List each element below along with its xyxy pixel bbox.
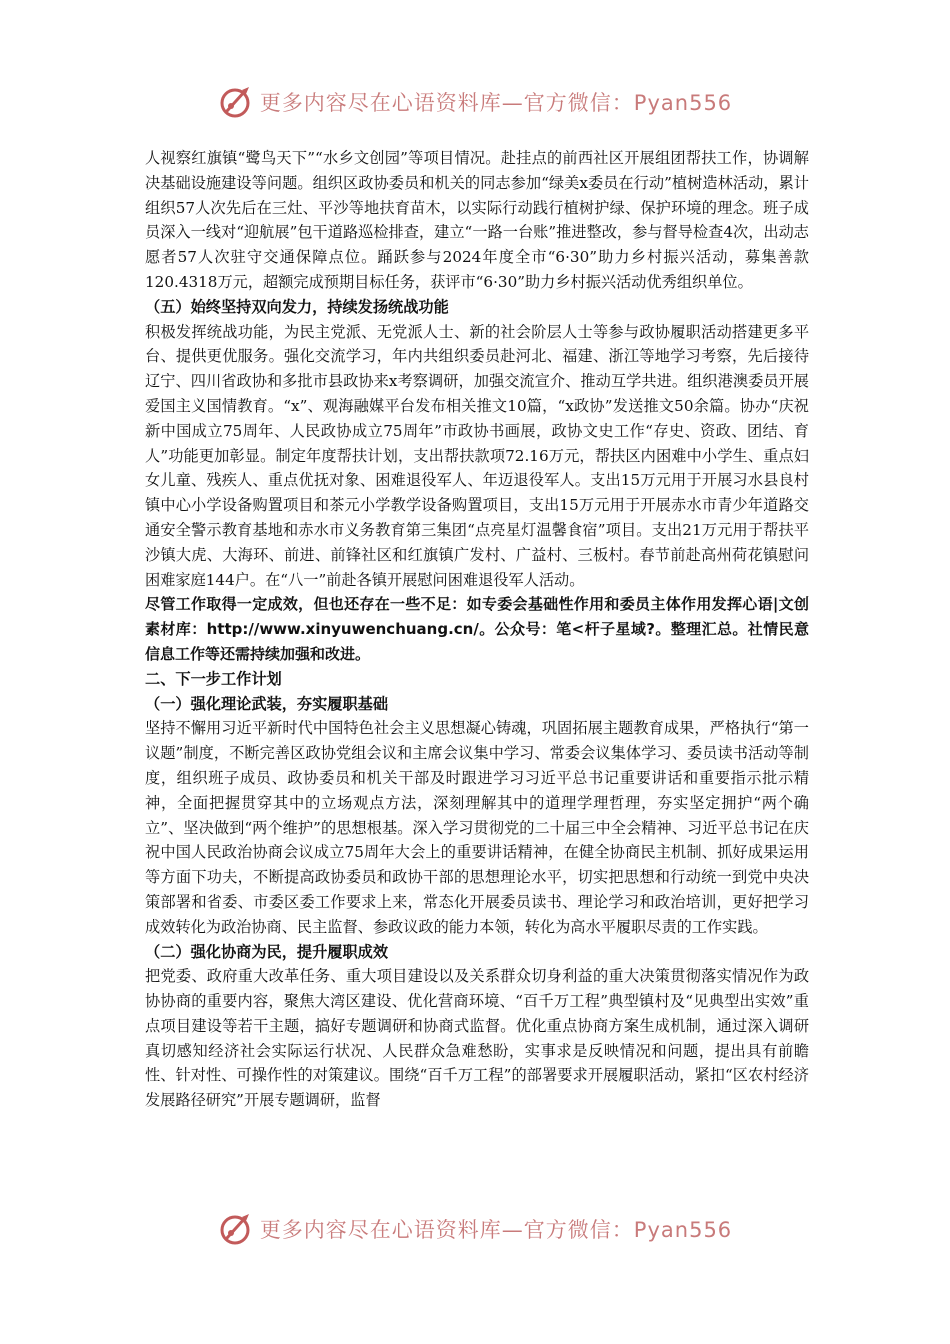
paragraph-consultation: 把党委、政府重大改革任务、重大项目建设以及关系群众切身利益的重大决策贯彻落实情况作为政协协商的重要内容，聚焦大湾区建设、优化营商环境、“百千万工程”典型镇村及“见典型出实效”重点项目建设等若干主题，搞好专题调研和协商式监督。优化重点协商方案生成机制，通过深入调研真切感知经济社会实际运行状况、人民群众急难愁盼，实事求是反映情况和问题，提出具有前瞻性、针对性、可操作性的对策建议。围绕“百千万工程”的部署要求开展履职活动，紧扣“区农村经济发展路径研究”开展专题调研，监督: [145, 967, 809, 1110]
subsection-heading-theory: （一）强化理论武装，夯实履职基础: [145, 694, 388, 713]
paragraph-theory: 坚持不懈用习近平新时代中国特色社会主义思想凝心铸魂，巩固拓展主题教育成果，严格执行“第一议题”制度，不断完善区政协党组会议和主席会议集中学习、常委会议集体学习、委员读书活动等制度，组织班子成员、政协委员和机关干部及时跟进学习习近平总书记重要讲话和重要指示批示精神，全面把握贯穿其中的立场观点方法，深刻理解其中的道理学理哲理，夯实坚定拥护“两个确立”、坚决做到“两个维护”的思想根基。深入学习贯彻党的二十届三中全会精神、习近平总书记在庆祝中国人民政治协商会议成立75周年大会上的重要讲话精神，在健全协商民主机制、抓好成果运用等方面下功夫，不断提高政协委员和政协干部的思想理论水平，切实把思想和行动统一到党中央决策部署和省委、市委区委工作要求上来，常态化开展委员读书、理论学习和政治培训，更好把学习成效转化为政治协商、民主监督、参政议政的能力本领，转化为高水平履职尽责的工作实践。: [145, 719, 809, 936]
section-heading-next-plan: 二、下一步工作计划: [145, 669, 282, 688]
footer-watermark-banner: [0, 1209, 950, 1249]
paragraph-volunteer-activities: 人视察红旗镇“鹭鸟天下”“水乡文创园”等项目情况。赴挂点的前西社区开展组团帮扶工作，协调解决基础设施建设等问题。组织区政协委员和机关的同志参加“绿美x委员在行动”植树造林活动，累计组织57人次先后在三灶、平沙等地扶育苗木，以实际行动践行植树护绿、保护环境的理念。班子成员深入一线对“迎航展”包干道路巡检排查，建立“一路一台账”推进整改，参与督导检查4次，出动志愿者57人次驻守交通保障点位。踊跃参与2024年度全市“6·30”助力乡村振兴活动，募集善款120.4318万元，超额完成预期目标任务，获评市“6·30”助力乡村振兴活动优秀组织单位。: [145, 149, 809, 291]
subsection-heading-consultation: （二）强化协商为民，提升履职成效: [145, 942, 388, 961]
brush-logo-icon: [218, 84, 254, 120]
section-heading-united-front: （五）始终坚持双向发力，持续发扬统战功能: [145, 297, 449, 316]
brush-logo-icon: [218, 1211, 254, 1247]
footer-banner-text: 更多内容尽在心语资料库—官方微信：Pyan556: [259, 1218, 733, 1242]
paragraph-shortcomings: 尽管工作取得一定成效，但也还存在一些不足：如专委会基础性作用和委员主体作用发挥心语|文创素材库：http://www.xinyuwenchuang.cn/。公众号：笔<杆子星域?。整理汇总。社情民意信息工作等还需持续加强和改进。: [145, 595, 809, 663]
header-watermark-banner: [0, 82, 950, 122]
document-body: [145, 146, 809, 1113]
paragraph-united-front: 积极发挥统战功能，为民主党派、无党派人士、新的社会阶层人士等参与政协履职活动搭建更多平台、提供更优服务。强化交流学习，年内共组织委员赴河北、福建、浙江等地学习考察，先后接待辽宁、四川省政协和多批市县政协来x考察调研，加强交流宣介、推动互学共进。组织港澳委员开展爱国主义国情教育。“x”、观海融媒平台发布相关推文10篇，“x政协”发送推文50余篇。协办“庆祝新中国成立75周年、人民政协成立75周年”市政协书画展，政协文史工作“存史、资政、团结、育人”功能更加彰显。制定年度帮扶计划，支出帮扶款项72.16万元，帮扶区内困难中小学生、重点妇女儿童、残疾人、重点优抚对象、困难退役军人、年迈退役军人。支出15万元用于开展习水县良村镇中心小学设备购置项目和茶元小学教学设备购置项目，支出15万元用于开展赤水市青少年道路交通安全警示教育基地和赤水市义务教育第三集团“点亮星灯温馨食宿”项目。支出21万元用于帮扶平沙镇大虎、大海环、前进、前锋社区和红旗镇广发村、广益村、三板村。春节前赴高州荷花镇慰问困难家庭144户。在“八一”前赴各镇开展慰问困难退役军人活动。: [145, 322, 809, 589]
header-banner-text: 更多内容尽在心语资料库—官方微信：Pyan556: [259, 91, 733, 115]
